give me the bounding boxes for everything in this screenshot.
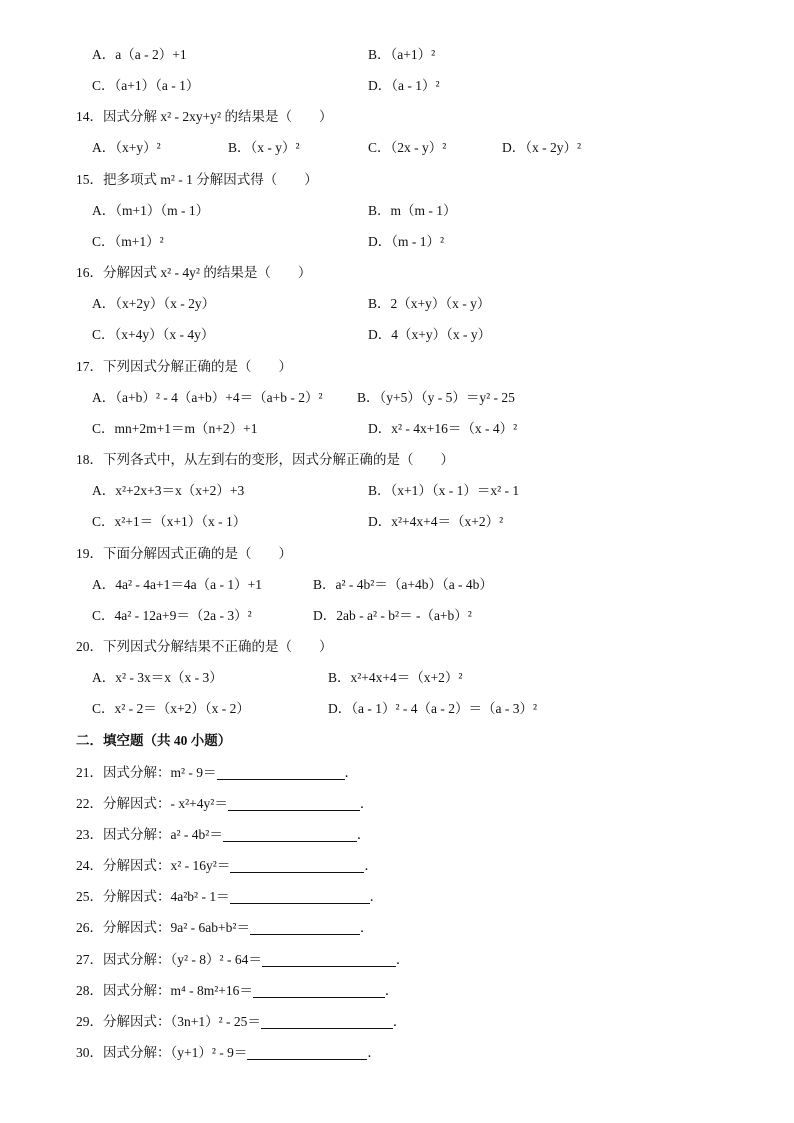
period: ． <box>344 765 359 780</box>
option-d: D．（m - 1）² <box>368 234 445 249</box>
question-text: 25．分解因式：4a²b² - 1＝ <box>76 889 230 904</box>
answer-blank[interactable] <box>250 920 360 935</box>
option-d: D．4（x+y）（x - y） <box>368 327 492 342</box>
option-a: A．a（a - 2）+1 <box>92 47 187 62</box>
option-d: D．2ab - a² - b²＝ -（a+b）² <box>313 608 472 623</box>
option-a: A．（x+2y）（x - 2y） <box>92 296 216 311</box>
option-d: D．x² - 4x+16＝（x - 4）² <box>368 421 518 436</box>
period: ． <box>392 1014 407 1029</box>
question-stem: 17．下列因式分解正确的是（ ） <box>76 359 292 374</box>
question-text: 21．因式分解：m² - 9＝ <box>76 765 217 780</box>
answer-blank[interactable] <box>247 1045 367 1060</box>
question-stem: 15．把多项式 m² - 1 分解因式得（ ） <box>76 172 318 187</box>
question-text: 27．因式分解：（y² - 8）² - 64＝ <box>76 952 262 967</box>
option-b: B．x²+4x+4＝（x+2）² <box>328 670 463 685</box>
answer-blank[interactable] <box>230 889 370 904</box>
fill-question <box>76 1044 381 1062</box>
option-b: B．（y+5）（y - 5）＝y² - 25 <box>357 390 515 405</box>
question-stem: 16．分解因式 x² - 4y² 的结果是（ ） <box>76 265 312 280</box>
fill-question <box>76 888 383 906</box>
question-stem: 14．因式分解 x² - 2xy+y² 的结果是（ ） <box>76 109 333 124</box>
option-a: A．（a+b）² - 4（a+b）+4＝（a+b - 2）² <box>92 390 323 405</box>
answer-blank[interactable] <box>262 952 396 967</box>
option-b: B．2（x+y）（x - y） <box>368 296 491 311</box>
fill-question <box>76 826 370 844</box>
option-a: A．4a² - 4a+1＝4a（a - 1）+1 <box>92 577 262 592</box>
question-stem: 20．下列因式分解结果不正确的是（ ） <box>76 639 333 654</box>
answer-blank[interactable] <box>261 1014 393 1029</box>
option-a: A．（x+y）² <box>92 140 161 155</box>
question-stem: 18．下列各式中，从左到右的变形，因式分解正确的是（ ） <box>76 452 454 467</box>
option-a: A．x²+2x+3＝x（x+2）+3 <box>92 483 245 498</box>
question-text: 30．因式分解：（y+1）² - 9＝ <box>76 1045 248 1060</box>
option-c: C．4a² - 12a+9＝（2a - 3）² <box>92 608 252 623</box>
option-b: B．（x+1）（x - 1）＝x² - 1 <box>368 483 520 498</box>
question-text: 29．分解因式：（3n+1）² - 25＝ <box>76 1014 261 1029</box>
option-b: B．（x - y）² <box>228 140 300 155</box>
option-c: C．（a+1）（a - 1） <box>92 78 200 93</box>
fill-question <box>76 764 358 782</box>
fill-question <box>76 951 409 969</box>
option-d: D．（a - 1）² - 4（a - 2）＝（a - 3）² <box>328 701 538 716</box>
answer-blank[interactable] <box>230 858 364 873</box>
option-b: B．a² - 4b²＝（a+4b）（a - 4b） <box>313 577 493 592</box>
fill-question <box>76 857 378 875</box>
question-stem: 19．下面分解因式正确的是（ ） <box>76 546 292 561</box>
option-c: C．mn+2m+1＝m（n+2）+1 <box>92 421 258 436</box>
fill-question <box>76 982 398 1000</box>
option-b: B．m（m - 1） <box>368 203 457 218</box>
option-c: C．（x+4y）（x - 4y） <box>92 327 215 342</box>
option-c: C．x² - 2＝（x+2）（x - 2） <box>92 701 250 716</box>
period: ． <box>356 827 371 842</box>
option-d: D．（a - 1）² <box>368 78 440 93</box>
option-a: A．x² - 3x＝x（x - 3） <box>92 670 223 685</box>
option-c: C．x²+1＝（x+1）（x - 1） <box>92 514 247 529</box>
period: ． <box>369 889 384 904</box>
section-title: 二．填空题（共 40 小题） <box>76 733 232 748</box>
fill-question <box>76 919 373 937</box>
period: ． <box>364 858 378 873</box>
answer-blank[interactable] <box>228 796 360 811</box>
fill-question <box>76 795 373 813</box>
option-b: B．（a+1）² <box>368 47 436 62</box>
answer-blank[interactable] <box>223 827 357 842</box>
fill-question <box>76 1013 406 1031</box>
period: ． <box>367 1045 381 1060</box>
option-a: A．（m+1）（m - 1） <box>92 203 210 218</box>
question-text: 24．分解因式：x² - 16y²＝ <box>76 858 231 873</box>
answer-blank[interactable] <box>217 765 345 780</box>
option-c: C．（2x - y）² <box>368 140 447 155</box>
answer-blank[interactable] <box>253 983 385 998</box>
period: ． <box>359 796 374 811</box>
question-text: 23．因式分解：a² - 4b²＝ <box>76 827 223 842</box>
period: ． <box>395 952 410 967</box>
option-c: C．（m+1）² <box>92 234 164 249</box>
period: ． <box>384 983 399 998</box>
option-d: D．（x - 2y）² <box>502 140 582 155</box>
option-d: D．x²+4x+4＝（x+2）² <box>368 514 504 529</box>
period: ． <box>359 920 374 935</box>
question-text: 28．因式分解：m⁴ - 8m²+16＝ <box>76 983 253 998</box>
question-text: 26．分解因式：9a² - 6ab+b²＝ <box>76 920 250 935</box>
question-text: 22．分解因式：- x²+4y²＝ <box>76 796 228 811</box>
